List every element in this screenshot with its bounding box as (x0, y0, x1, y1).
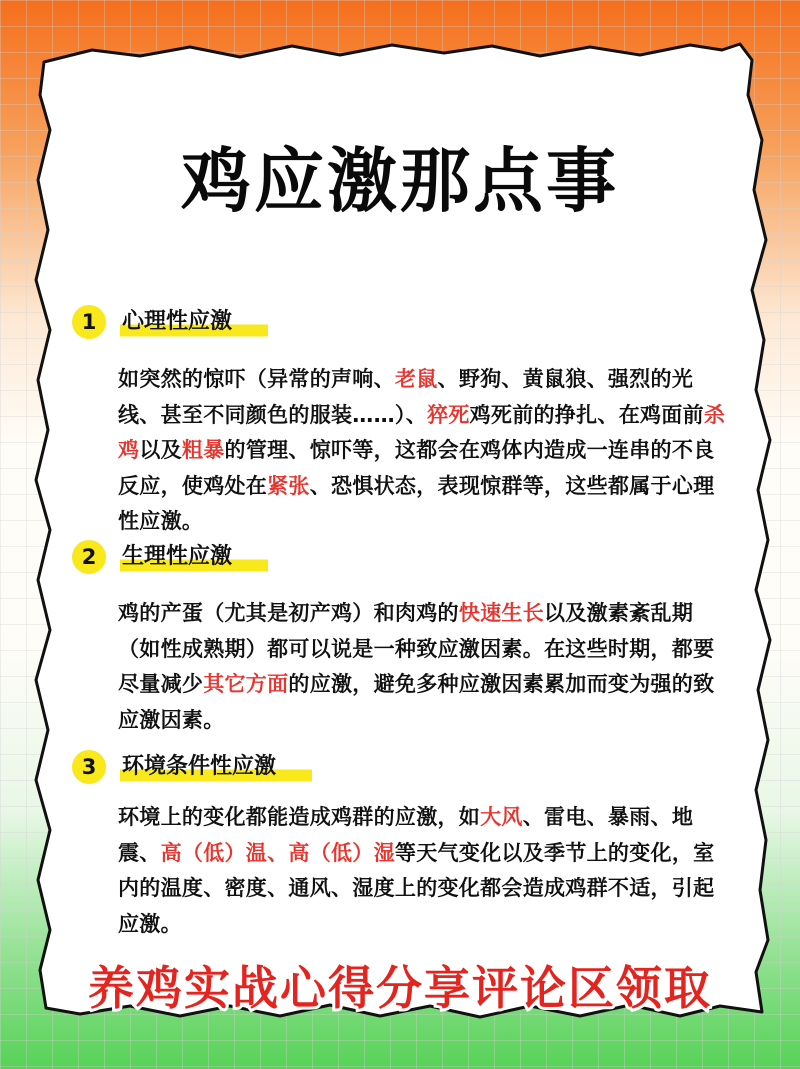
body-text: 等天气变化以及季节上的变化，室内的温度、密度、通风、湿度上的变化都会造成鸡群不适，引起应激。 (118, 840, 715, 936)
section-heading: 心理性应激 (120, 305, 268, 339)
body-text: 、恐惧状态，表现惊群等，这些都属于心理性应激。 (118, 473, 715, 533)
body-text: 鸡的产蛋（尤其是初产鸡）和肉鸡的 (118, 601, 459, 625)
highlighted-keyword: 老鼠 (394, 367, 438, 391)
section-2-body (118, 596, 728, 738)
section-number-badge: 1 (72, 305, 106, 339)
section-3-header (72, 749, 312, 785)
highlighted-keyword: 快速生长 (458, 601, 545, 625)
section-1-body (118, 362, 728, 540)
highlighted-keyword: 大风 (480, 805, 523, 829)
page-title: 鸡应激那点事 (181, 140, 619, 222)
highlighted-keyword: 杀鸡 (118, 402, 726, 462)
body-text: 以及 (139, 438, 182, 462)
body-text: 、野狗、黄鼠狼、强烈的光线、甚至不同颜色的服装……）、 (118, 367, 694, 427)
body-text: 、雷电、暴雨、地震、 (118, 805, 694, 865)
footer-banner: 养鸡实战心得分享评论区领取 (88, 961, 712, 1015)
section-heading: 生理性应激 (120, 540, 268, 574)
body-text: 的应激，避免多种应激因素累加而变为强的致应激因素。 (118, 672, 715, 732)
body-text: 环境上的变化都能造成鸡群的应激，如 (118, 805, 481, 829)
highlighted-keyword: 其它方面 (203, 672, 289, 696)
highlighted-keyword: 粗暴 (181, 438, 225, 462)
highlighted-keyword: 紧张 (267, 473, 310, 498)
section-2-header (72, 539, 268, 575)
section-1-header (72, 304, 268, 340)
section-heading: 环境条件性应激 (120, 750, 312, 784)
body-text: 如突然的惊吓（异常的声响、 (118, 367, 395, 391)
section-number-badge: 2 (72, 540, 106, 574)
highlighted-keyword: 猝死 (427, 402, 470, 427)
body-text: 鸡死前的挣扎、在鸡面前 (469, 402, 704, 427)
highlighted-keyword: 高（低）温、高（低）湿 (160, 840, 395, 865)
body-text: 的管理、惊吓等，这都会在鸡体内造成一连串的不良反应，使鸡处在 (118, 438, 715, 498)
section-number-badge: 3 (72, 750, 106, 784)
body-text: 以及激素紊乱期（如性成熟期）都可以说是一种致应激因素。在这些时期，都要尽量减少 (118, 601, 715, 696)
section-3-body (118, 800, 728, 942)
